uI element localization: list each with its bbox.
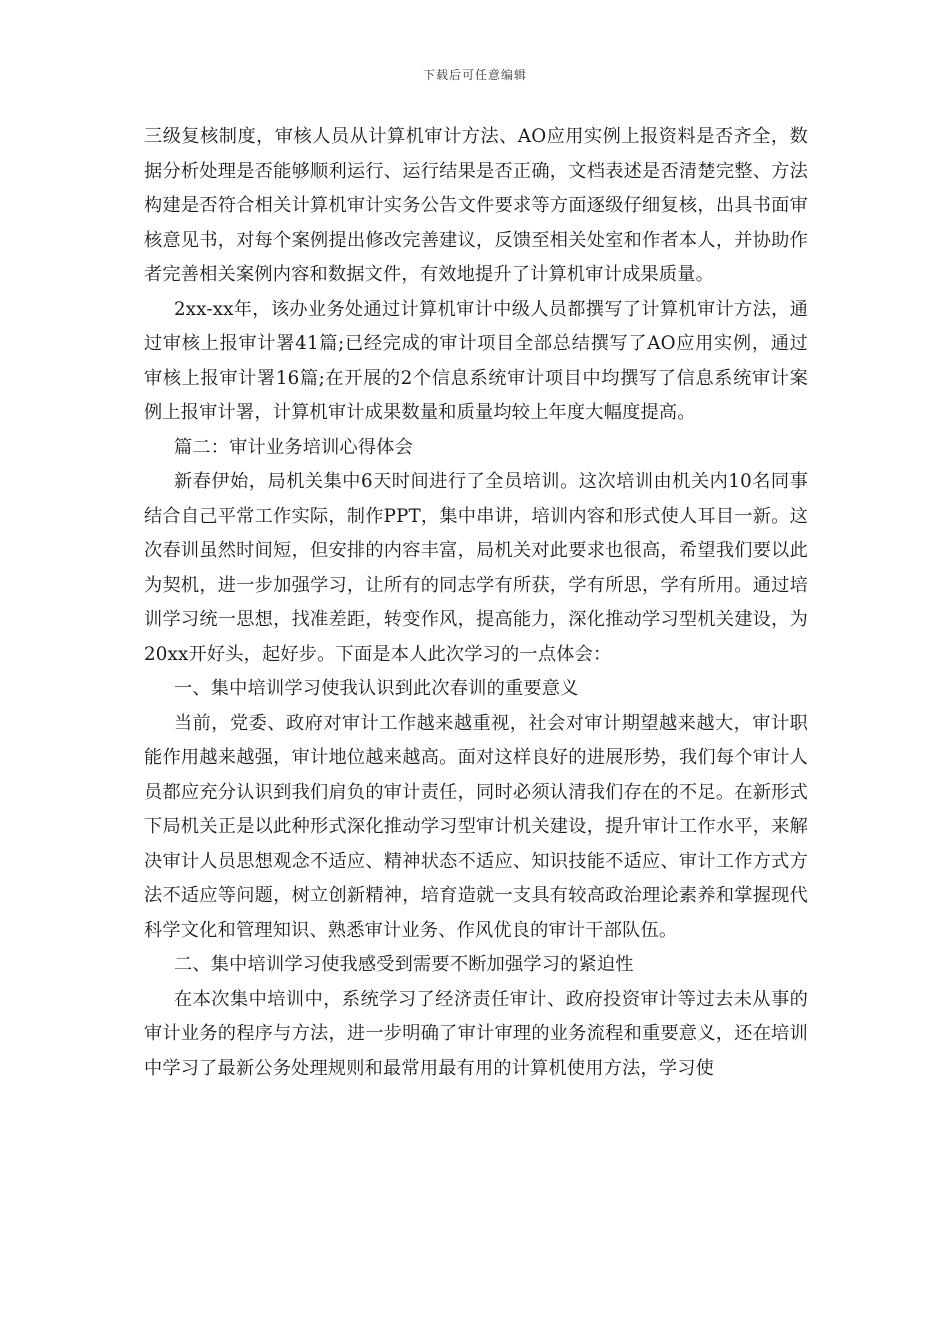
section-heading-point-two: 二、集中培训学习使我感受到需要不断加强学习的紧迫性 xyxy=(174,954,634,975)
page-header: 下载后可任意编辑 xyxy=(422,68,527,82)
paragraph-significance: 当前，党委、政府对审计工作越来越重视，社会对审计期望越来越大，审计职能作用越来越强，审计地位越来越高。面对这样良好的进展形势，我们每个审计人员都应充分认识到我们肩负的审计责任，同时必须认清我们存在的不足。在新形式下局机关正是以此种形式深化推动学习型审计机关建设，提升审计工作水平，来解决审计人员思想观念不适应、精神状态不适应、知识技能不适应、审计工作方式方法不适应等问题，树立创新精神，培育造就一支具有较高政治理论素养和掌握现代科学文化和管理知识、熟悉审计业务、作风优良的审计干部队伍。 xyxy=(144,712,808,941)
paragraph-training-intro: 新春伊始，局机关集中6天时间进行了全员培训。这次培训由机关内10名同事结合自己平常工作实际，制作PPT，集中串讲，培训内容和形式使人耳目一新。这次春训虽然时间短，但安排的内容丰富，局机关对此要求也很高，希望我们要以此为契机，进一步加强学习，让所有的同志学有所获，学有所思，学有所用。通过培训学习统一思想，找准差距，转变作风，提高能力，深化推动学习型机关建设，为20xx开好头，起好步。下面是本人此次学习的一点体会： xyxy=(144,471,808,665)
paragraph-annual-results: 2xx-xx年，该办业务处通过计算机审计中级人员都撰写了计算机审计方法，通过审核上报审计署41篇;已经完成的审计项目全部总结撰写了AO应用实例，通过审核上报审计署16篇;在开展的2个信息系统审计项目中均撰写了信息系统审计案例上报审计署，计算机审计成果数量和质量均较上年度大幅度提高。 xyxy=(144,298,808,423)
document-body xyxy=(144,120,808,1086)
paragraph-review-system: 三级复核制度，审核人员从计算机审计方法、AO应用实例上报资料是否齐全，数据分析处理是否能够顺利运行、运行结果是否正确，文档表述是否清楚完整、方法构建是否符合相关计算机审计实务公告文件要求等方面逐级仔细复核，出具书面审核意见书，对每个案例提出修改完善建议，反馈至相关处室和作者本人，并协助作者完善相关案例内容和数据文件，有效地提升了计算机审计成果质量。 xyxy=(144,126,808,285)
section-heading-point-one: 一、集中培训学习使我认识到此次春训的重要意义 xyxy=(174,678,579,699)
paragraph-urgency: 在本次集中培训中，系统学习了经济责任审计、政府投资审计等过去未从事的审计业务的程序与方法，进一步明确了审计审理的业务流程和重要意义，还在培训中学习了最新公务处理规则和最常用最有用的计算机使用方法，学习使 xyxy=(144,988,808,1079)
section-heading-chapter-two: 篇二：审计业务培训心得体会 xyxy=(174,436,414,458)
